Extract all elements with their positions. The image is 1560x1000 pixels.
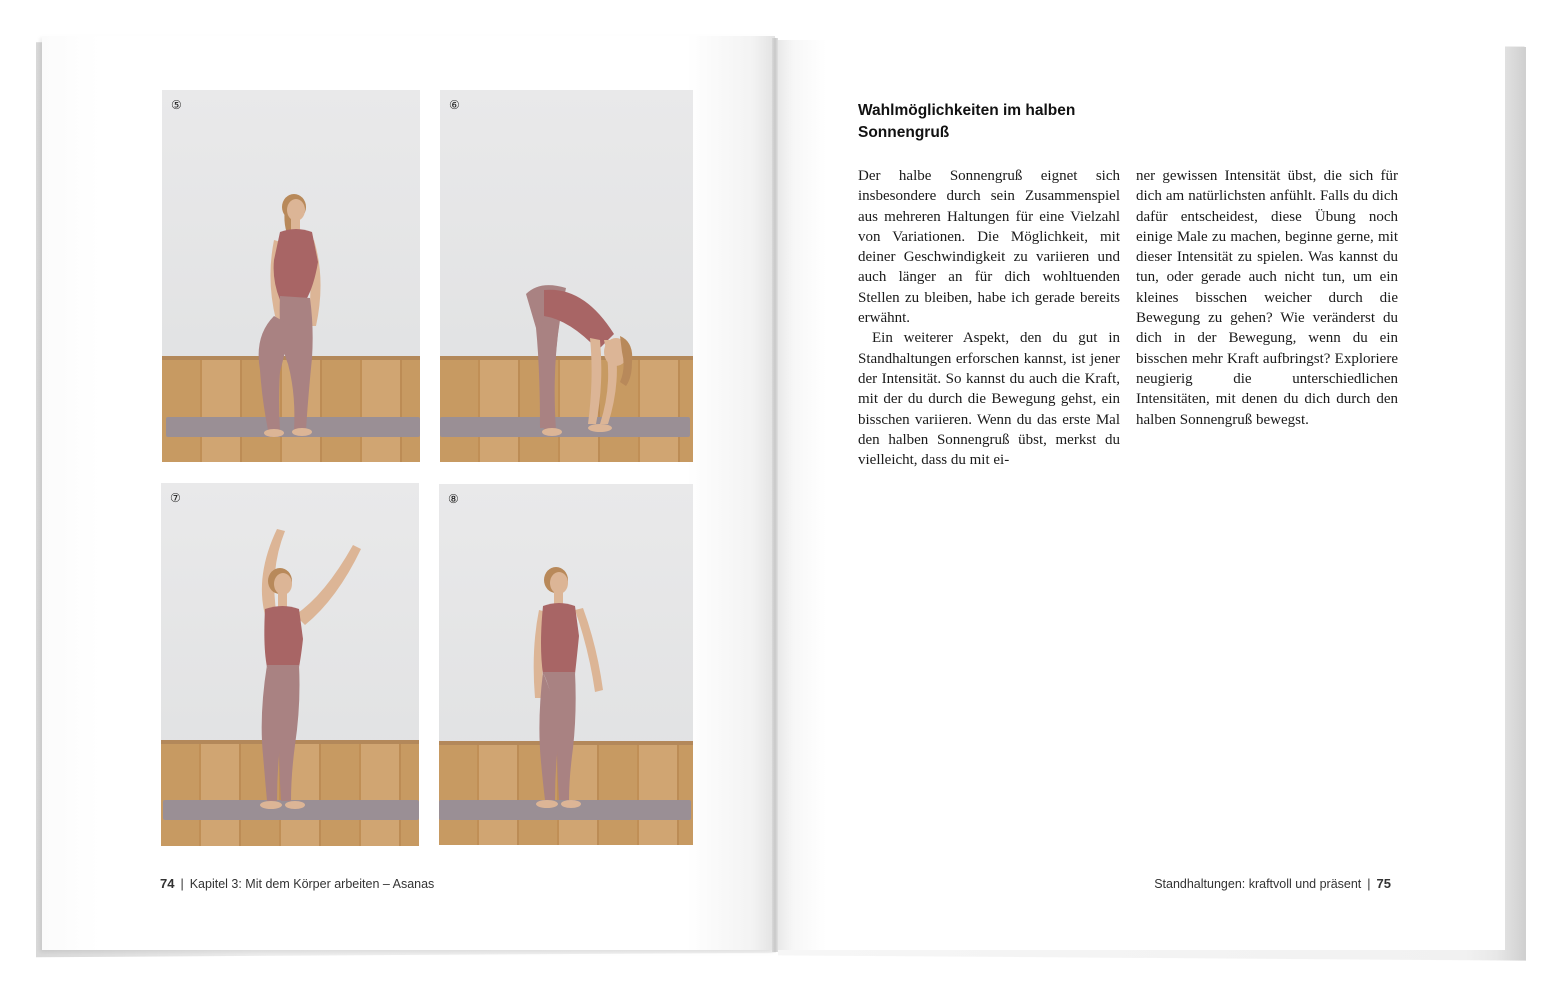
left-page-footer [160, 876, 434, 891]
text-column-2 [1136, 166, 1398, 430]
photo-pose-8 [439, 484, 693, 845]
right-page-footer [1154, 876, 1391, 891]
step-number: ⑦ [170, 491, 181, 505]
text-column-1 [858, 166, 1120, 470]
page-number: 75 [1376, 876, 1391, 891]
paragraph: ner gewissen Intensität übst, die sich für dich am natürlichsten anfühlt. Falls du dich dafür entscheidest, diese Übung noch einige Male zu machen, beginne gerne, mit dieser Intensität zu spielen. Was kannst du tun, oder gerade auch nicht tun, um ein kleines bisschen weicher durch die Bewegung zu gehen? Wie veränderst du dich in der Bewegung, wenn du ein bisschen mehr Kraft aufbringst? Exploriere neugierig die unterschiedlichen Intensitäten, mit denen du dich durch den halben Sonnengruß bewegst. [1136, 168, 1398, 428]
step-number: ⑥ [449, 98, 460, 112]
paragraph: Ein weiterer Aspekt, den du gut in Standhaltungen erforschen kannst, ist jener der Intensität. So kannst du auch die Kraft, mit der du durch die Bewegung gehst, ein bisschen variieren. Wenn du das erste Mal den halben Sonnengruß übst, merkst du vielleicht, dass du mit ei- [858, 330, 1120, 469]
step-number: ⑧ [448, 492, 459, 506]
book-gutter [772, 38, 778, 952]
figure-chair-pose [162, 90, 420, 462]
photo-pose-7 [161, 483, 419, 846]
section-heading: Wahlmöglichkeiten im halben Sonnengruß [858, 102, 1076, 141]
footer-separator: | [180, 877, 184, 891]
photo-pose-5 [162, 90, 420, 462]
figure-arms-raised [161, 483, 419, 846]
page-number: 74 [160, 876, 175, 891]
figure-forward-fold [440, 90, 693, 462]
footer-separator: | [1367, 877, 1371, 891]
section-title: Standhaltungen: kraftvoll und präsent [1154, 877, 1362, 891]
chapter-title: Kapitel 3: Mit dem Körper arbeiten – Asanas [189, 877, 435, 891]
figure-standing [439, 484, 693, 845]
paragraph: Der halbe Sonnengruß eignet sich insbesondere durch sein Zusammenspiel aus mehreren Haltungen für eine Vielzahl von Variationen. Die Möglichkeit, mit deiner Geschwindigkeit zu variieren und auch länger an für dich wohltuenden Stellen zu bleiben, habe ich gerade bereits erwähnt. [858, 168, 1120, 327]
photo-pose-6 [440, 90, 693, 462]
step-number: ⑤ [171, 98, 182, 112]
